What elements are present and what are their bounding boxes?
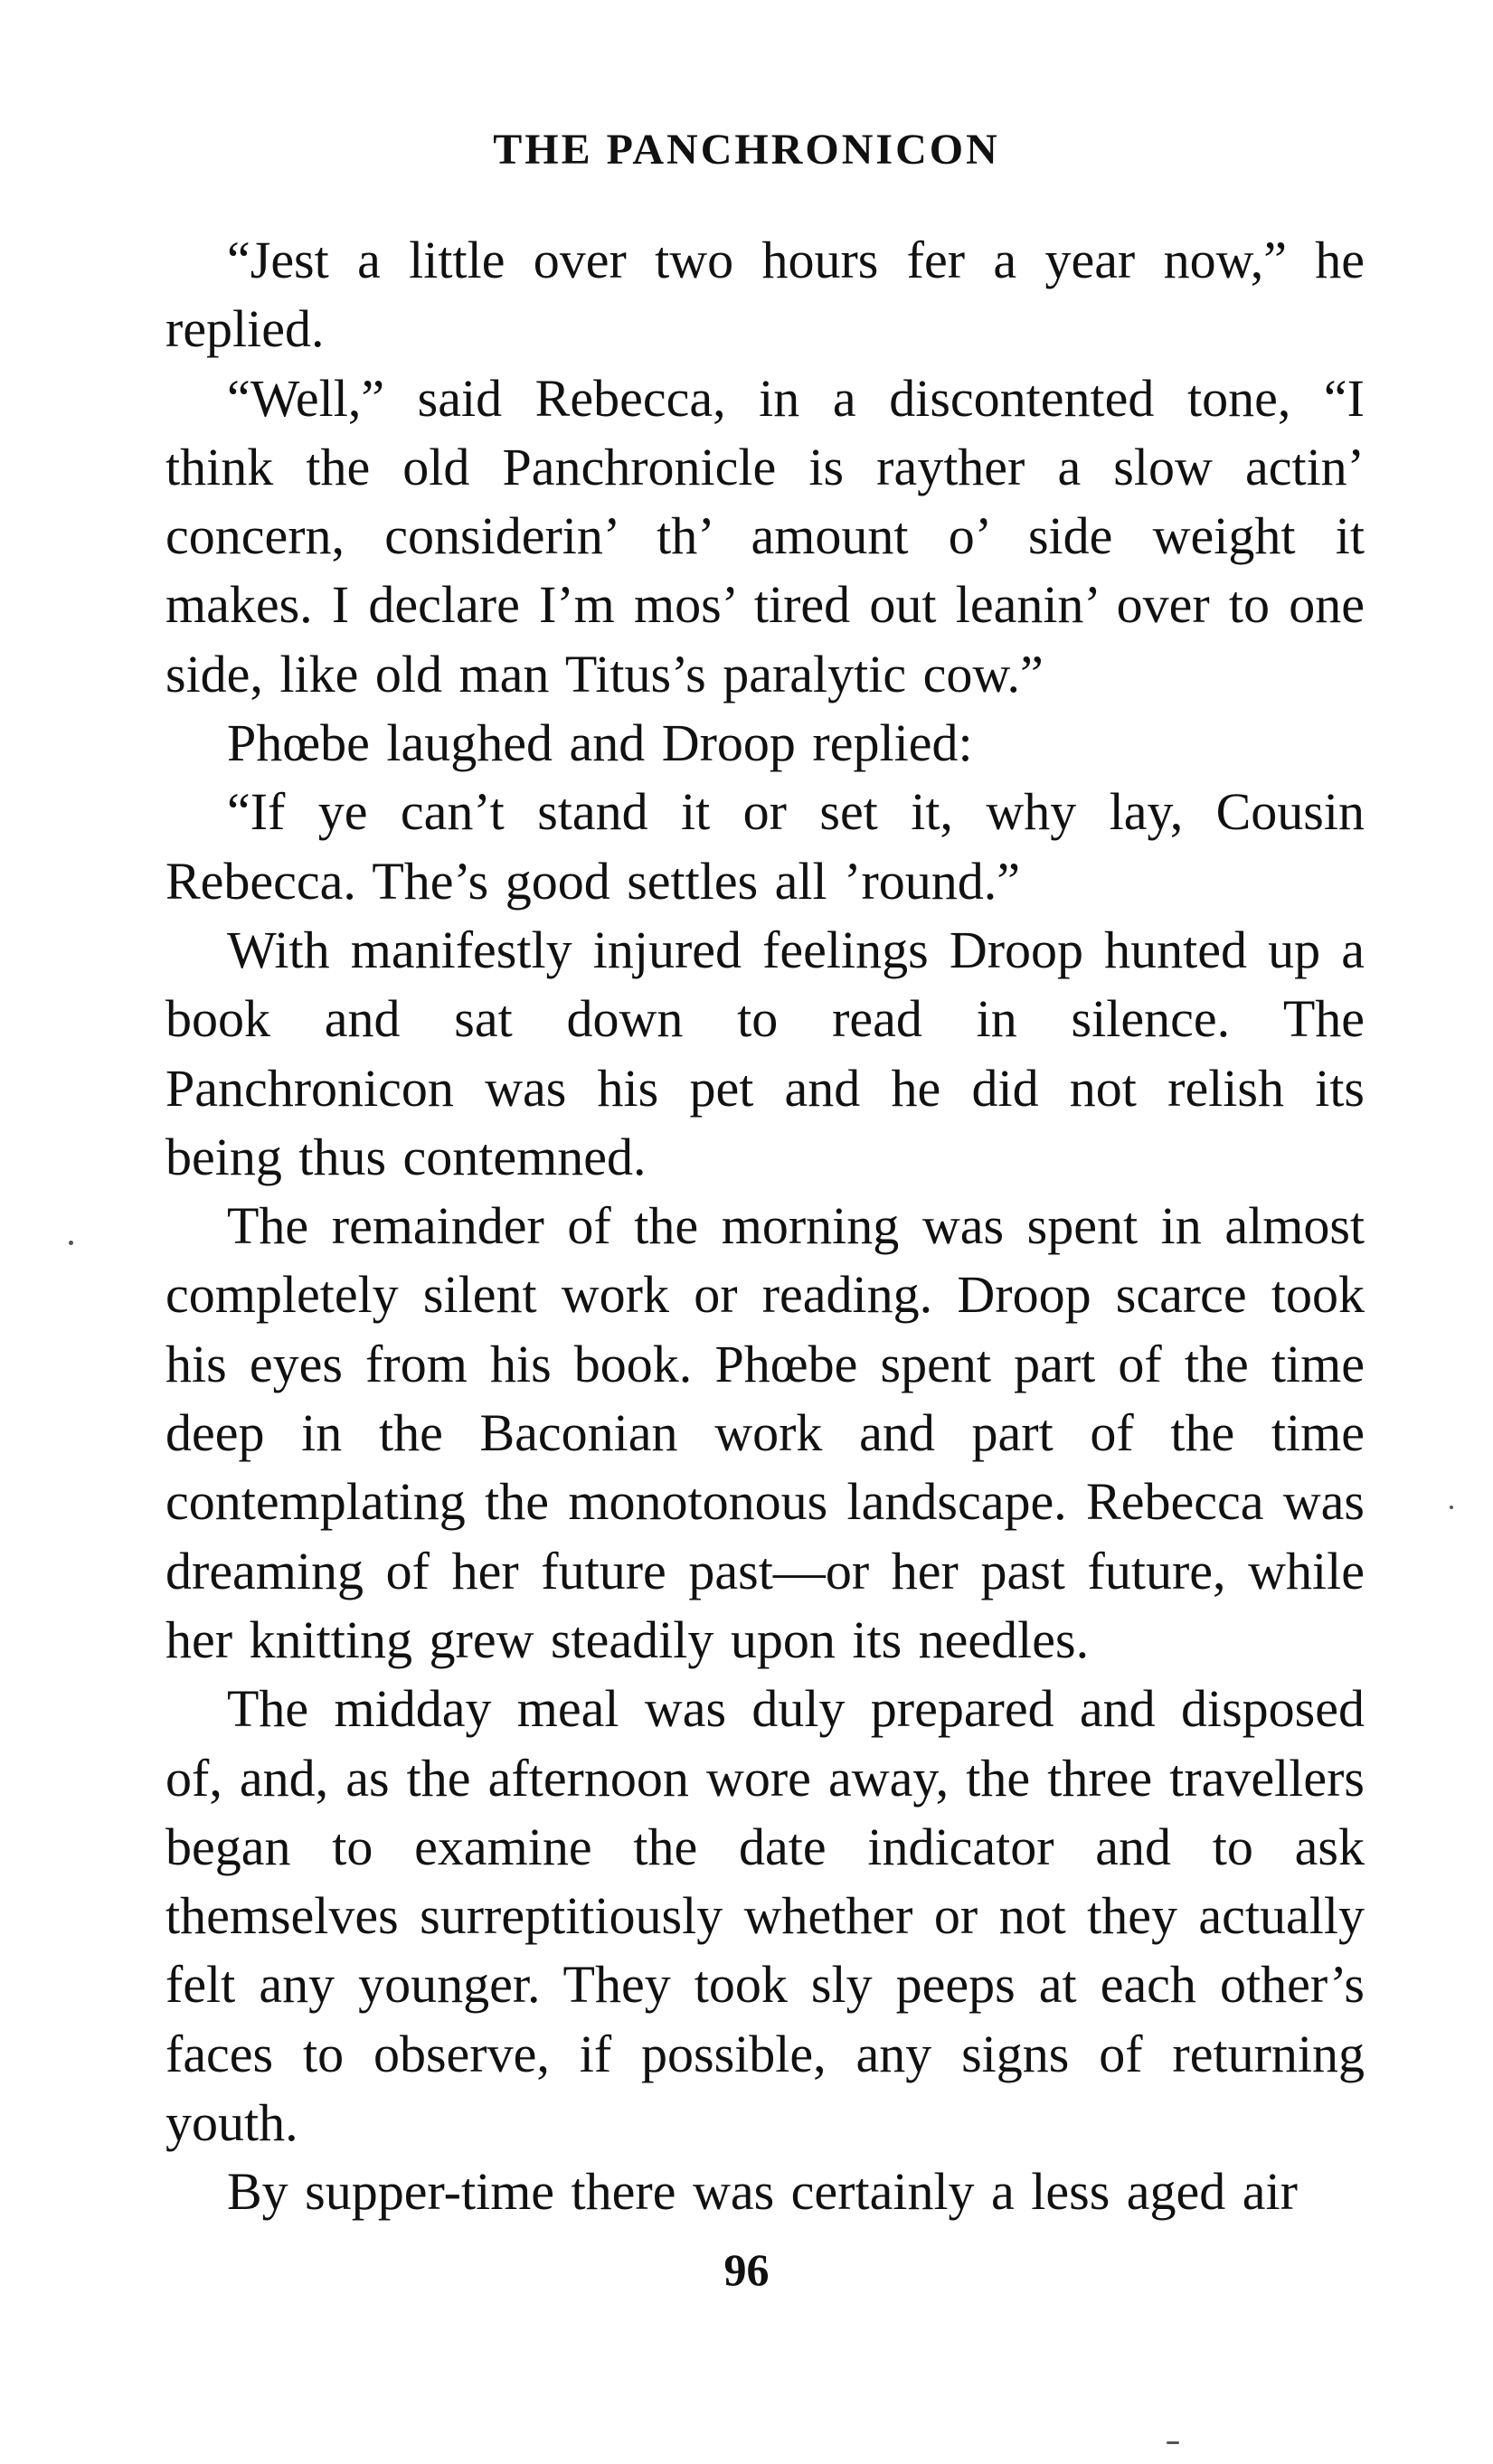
paper-speck [69, 1241, 73, 1245]
paragraph: By supper-time there was certainly a less aged air [227, 2162, 1298, 2222]
body-text [165, 226, 1365, 2227]
paragraph: The midday meal was duly prepared and disposed of, and, as the afternoon wore away, the three travellers began to examine the date indicator and to ask themselves surreptitiously whether or not they actually felt any younger. They took sly peeps at each other’s faces to observe, if possible, any signs of returning youth. [165, 1679, 1365, 2153]
paper-speck [1167, 2441, 1179, 2444]
paragraph: Phœbe laughed and Droop replied: [227, 713, 973, 773]
page-number: 96 [723, 2244, 770, 2295]
paragraph: “Jest a little over two hours fer a year now,” he replied. [165, 231, 1365, 359]
running-head: THE PANCHRONICON [493, 126, 1000, 174]
paragraph: With manifestly injured feelings Droop hunted up a book and sat down to read in silence. The Panchronicon was his pet and he did not relish its being thus contemned. [165, 920, 1365, 1186]
paper-speck [1450, 1506, 1453, 1509]
paragraph: “If ye can’t stand it or set it, why lay, Cousin Rebecca. The’s good settles all ’round.” [165, 782, 1365, 911]
paragraph: The remainder of the morning was spent in almost completely silent work or reading. Droop scarce took his eyes from his book. Phœbe spent part of the time deep in the Baconian work and part of the time contemplating the monotonous landscape. Rebecca was dreaming of her future past—or her past future, while her knitting grew steadily upon its needles. [165, 1196, 1365, 1669]
paragraph: “Well,” said Rebecca, in a discontented tone, “I think the old Panchronicle is rayther a slow actin’ concern, considerin’ th’ amount o’ side weight it makes. I declare I’m mos’ tired out leanin’ over to one side, like old man Titus’s paralytic cow.” [165, 368, 1365, 703]
